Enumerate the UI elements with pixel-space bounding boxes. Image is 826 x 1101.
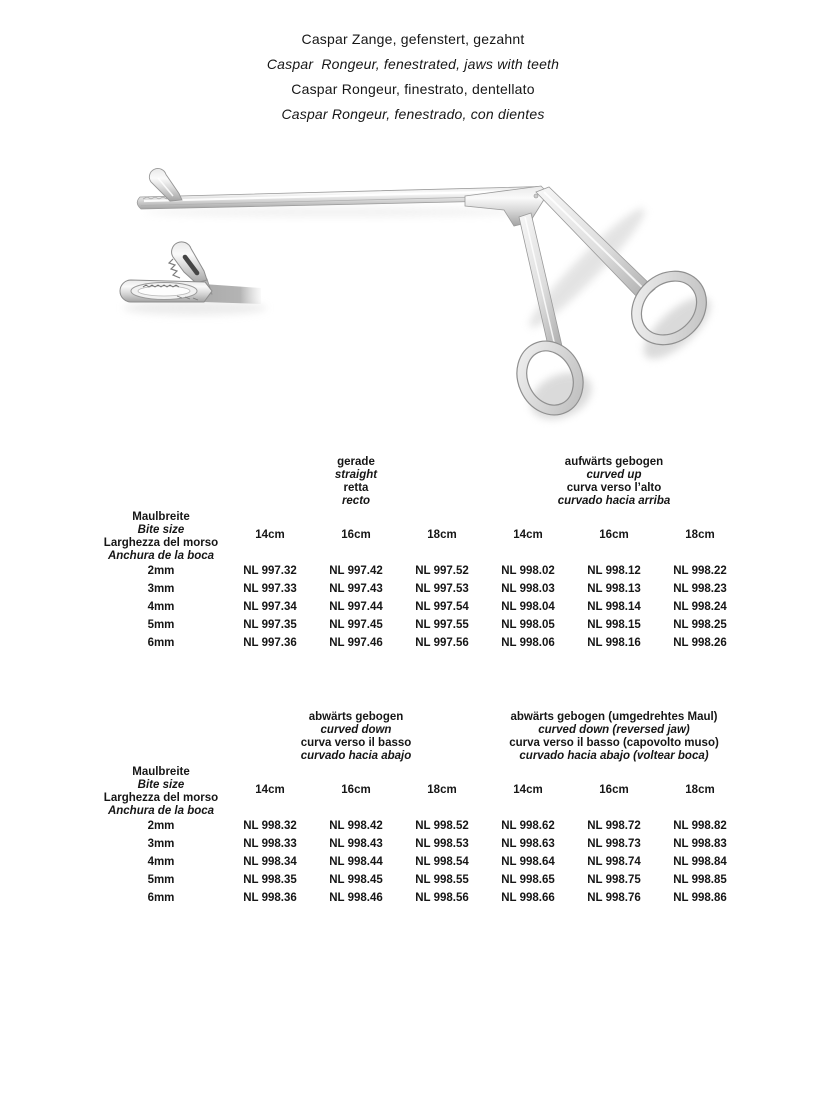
variant-group-header-row (95, 711, 743, 763)
catalog-number: NL 998.55 (415, 874, 469, 886)
variant-group-header (227, 456, 485, 508)
catalog-number: NL 998.76 (587, 892, 641, 904)
catalog-number: NL 998.52 (415, 820, 469, 832)
length-column-header: 16cm (599, 784, 629, 796)
catalog-number: NL 998.02 (501, 565, 555, 577)
catalog-number: NL 997.32 (243, 565, 297, 577)
variant-group-label: aufwärts gebogen (564, 456, 664, 468)
catalog-number: NL 998.13 (587, 583, 641, 595)
catalog-number: NL 998.22 (673, 565, 727, 577)
variant-group-label: curvado hacia abajo (300, 750, 412, 762)
bite-size-label-line: Maulbreite (132, 766, 190, 778)
variant-group-label: retta (343, 482, 369, 494)
catalog-number: NL 998.46 (329, 892, 383, 904)
table-row (95, 580, 743, 598)
fixed-handle-arm (536, 187, 655, 301)
catalog-number: NL 997.36 (243, 637, 297, 649)
catalog-number: NL 998.33 (243, 838, 297, 850)
bite-size-label-line: Larghezza del morso (103, 537, 219, 549)
bite-size-label-line: Anchura de la boca (107, 550, 215, 562)
catalog-number: NL 997.56 (415, 637, 469, 649)
catalog-number: NL 997.35 (243, 619, 297, 631)
catalog-number: NL 998.82 (673, 820, 727, 832)
catalog-number: NL 998.75 (587, 874, 641, 886)
variant-group-header-row (95, 456, 743, 508)
catalog-number: NL 998.44 (329, 856, 383, 868)
catalog-number: NL 997.54 (415, 601, 469, 613)
length-column-header: 16cm (599, 529, 629, 541)
title-line: Caspar Zange, gefenstert, gezahnt (301, 31, 525, 47)
bite-size-value: 6mm (147, 892, 175, 904)
table-row (95, 598, 743, 616)
bite-size-label-line: Anchura de la boca (107, 805, 215, 817)
catalog-number: NL 998.24 (673, 601, 727, 613)
catalog-number: NL 998.84 (673, 856, 727, 868)
catalog-number: NL 998.66 (501, 892, 555, 904)
variant-group-label: curva verso il basso (capovolto muso) (509, 737, 719, 749)
catalog-number: NL 998.63 (501, 838, 555, 850)
catalog-number: NL 997.45 (329, 619, 383, 631)
bite-size-label-line: Bite size (137, 524, 185, 536)
catalog-number: NL 998.34 (243, 856, 297, 868)
table-row (95, 835, 743, 853)
catalog-number: NL 998.25 (673, 619, 727, 631)
catalog-number: NL 998.15 (587, 619, 641, 631)
catalog-number: NL 998.36 (243, 892, 297, 904)
length-column-header: 14cm (513, 784, 543, 796)
variant-group-label: curvado hacia abajo (voltear boca) (519, 750, 709, 762)
title-line: Caspar Rongeur, finestrato, dentellato (291, 81, 535, 97)
catalog-number: NL 997.34 (243, 601, 297, 613)
length-column-header: 18cm (685, 784, 715, 796)
catalog-number: NL 998.12 (587, 565, 641, 577)
product-table-straight-and-curved-up (95, 456, 743, 652)
bite-size-label-line: Bite size (137, 779, 185, 791)
shadow-layer (123, 201, 720, 429)
table-row (95, 562, 743, 580)
catalog-number: NL 998.56 (415, 892, 469, 904)
length-column-header: 16cm (341, 529, 371, 541)
catalog-number: NL 997.44 (329, 601, 383, 613)
catalog-number: NL 998.04 (501, 601, 555, 613)
bite-size-label (95, 763, 227, 817)
bite-size-label-line: Maulbreite (132, 511, 190, 523)
length-column-header: 14cm (255, 784, 285, 796)
variant-group-label: curva verso l’alto (566, 482, 662, 494)
variant-group-header (485, 711, 743, 763)
catalog-number: NL 998.86 (673, 892, 727, 904)
catalog-number: NL 998.03 (501, 583, 555, 595)
instrument-illustration (85, 160, 745, 450)
group-header-spacer (95, 456, 227, 508)
catalog-number: NL 997.52 (415, 565, 469, 577)
catalog-number: NL 998.32 (243, 820, 297, 832)
length-column-header: 14cm (255, 529, 285, 541)
variant-group-label: curved down (reversed jaw) (538, 724, 690, 736)
catalog-number: NL 997.42 (329, 565, 383, 577)
catalog-number: NL 998.85 (673, 874, 727, 886)
bite-size-value: 3mm (147, 838, 175, 850)
rongeur-instrument-icon (85, 160, 745, 450)
variant-group-label: abwärts gebogen (umgedrehtes Maul) (510, 711, 718, 723)
table-row (95, 817, 743, 835)
variant-group-label: curved up (586, 469, 642, 481)
catalog-number: NL 997.46 (329, 637, 383, 649)
catalog-number: NL 998.72 (587, 820, 641, 832)
catalog-number: NL 998.73 (587, 838, 641, 850)
bite-size-value: 5mm (147, 874, 175, 886)
variant-group-label: curva verso il basso (300, 737, 412, 749)
catalog-number: NL 998.64 (501, 856, 555, 868)
variant-group-header (485, 456, 743, 508)
bite-size-value: 2mm (147, 820, 175, 832)
variant-group-label: gerade (337, 456, 375, 468)
length-column-header: 14cm (513, 529, 543, 541)
title-line: Caspar Rongeur, fenestrado, con dientes (281, 106, 545, 122)
table-row (95, 634, 743, 652)
catalog-number: NL 997.53 (415, 583, 469, 595)
product-table-curved-down-variants (95, 711, 743, 907)
catalog-number: NL 998.53 (415, 838, 469, 850)
table-row (95, 616, 743, 634)
catalog-number: NL 998.26 (673, 637, 727, 649)
bite-size-value: 4mm (147, 856, 175, 868)
variant-group-label: curvado hacia arriba (557, 495, 671, 507)
variant-group-label: curved down (320, 724, 392, 736)
catalog-number: NL 998.35 (243, 874, 297, 886)
catalog-number: NL 998.05 (501, 619, 555, 631)
catalog-number: NL 997.55 (415, 619, 469, 631)
table-row (95, 889, 743, 907)
catalog-number: NL 998.62 (501, 820, 555, 832)
table-row (95, 871, 743, 889)
catalog-number: NL 998.74 (587, 856, 641, 868)
bite-size-value: 3mm (147, 583, 175, 595)
variant-group-label: straight (334, 469, 378, 481)
bite-size-value: 6mm (147, 637, 175, 649)
length-header-row (95, 763, 743, 817)
title-line: Caspar Rongeur, fenestrated, jaws with teeth (266, 56, 560, 72)
length-column-header: 16cm (341, 784, 371, 796)
tip-jaw (149, 169, 182, 201)
catalog-number: NL 998.42 (329, 820, 383, 832)
catalog-number: NL 998.65 (501, 874, 555, 886)
bite-size-value: 4mm (147, 601, 175, 613)
catalog-number: NL 998.54 (415, 856, 469, 868)
catalog-number: NL 997.33 (243, 583, 297, 595)
catalog-number: NL 998.43 (329, 838, 383, 850)
variant-group-label: recto (341, 495, 371, 507)
length-header-row (95, 508, 743, 562)
bite-size-value: 5mm (147, 619, 175, 631)
catalog-number: NL 998.23 (673, 583, 727, 595)
page-title (0, 27, 826, 127)
bite-size-value: 2mm (147, 565, 175, 577)
jaw-detail-inset (120, 242, 261, 304)
catalog-number: NL 998.45 (329, 874, 383, 886)
catalog-number: NL 998.83 (673, 838, 727, 850)
bite-size-label (95, 508, 227, 562)
catalog-number: NL 997.43 (329, 583, 383, 595)
table-row (95, 853, 743, 871)
variant-group-label: abwärts gebogen (308, 711, 404, 723)
catalog-number: NL 998.16 (587, 637, 641, 649)
length-column-header: 18cm (427, 784, 457, 796)
bite-size-label-line: Larghezza del morso (103, 792, 219, 804)
moving-handle-arm (519, 213, 562, 350)
catalog-number: NL 998.06 (501, 637, 555, 649)
variant-group-header (227, 711, 485, 763)
length-column-header: 18cm (685, 529, 715, 541)
catalog-number: NL 998.14 (587, 601, 641, 613)
length-column-header: 18cm (427, 529, 457, 541)
group-header-spacer (95, 711, 227, 763)
